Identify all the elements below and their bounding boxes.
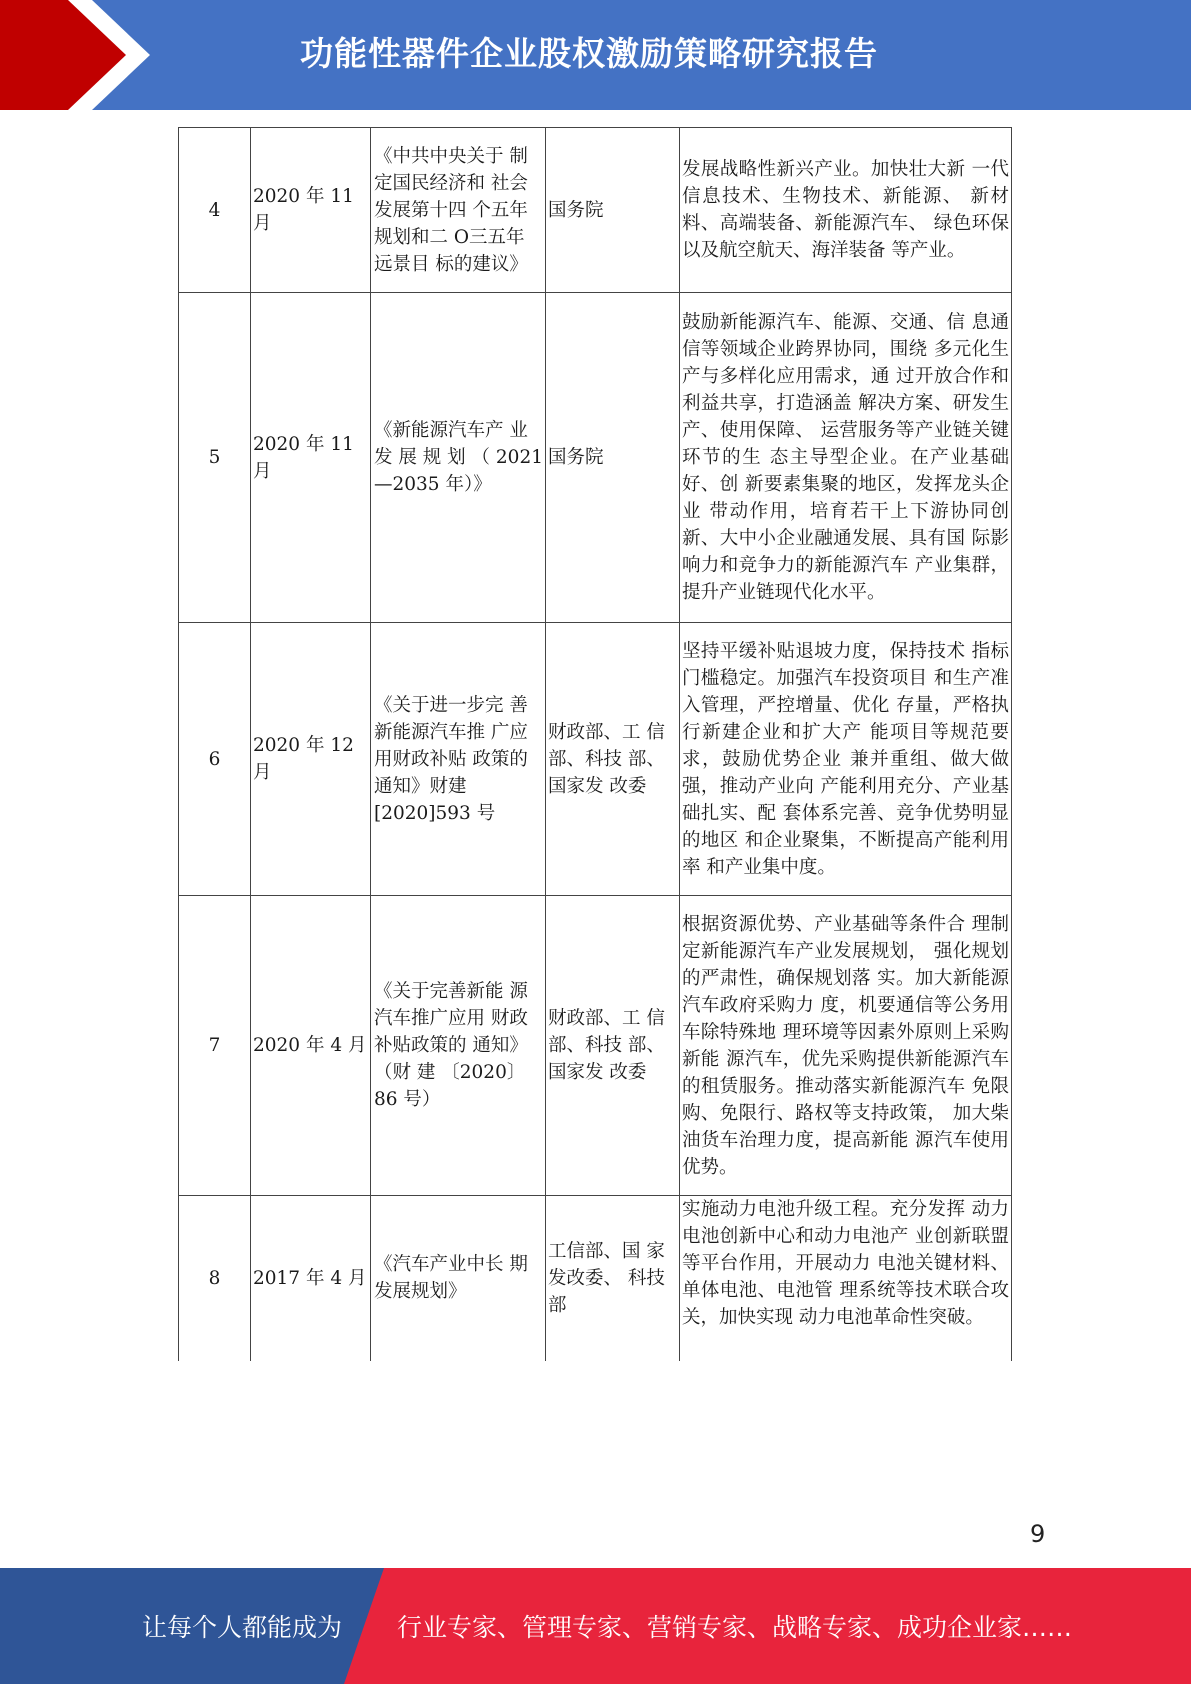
header-chevron-logo	[0, 0, 160, 110]
content-text: 实施动力电池升级工程。充分发挥 动力电池创新中心和动力电池产 业创新联盟等平台作用，开展动力 电池关键材料、单体电池、电池管 理系统等技术联合攻关，加快实现 动力电池革命性突破。	[682, 1199, 1009, 1328]
issuer-text: 财政部、工 信部、科技 部、国家发 改委	[548, 721, 665, 797]
footer-slogan-right: 行业专家、管理专家、营销专家、战略专家、成功企业家……	[397, 1613, 1073, 1642]
table-row	[179, 293, 1012, 623]
row-content	[680, 293, 1012, 623]
row-policy-title	[371, 1196, 546, 1361]
row-issuer	[546, 1196, 680, 1361]
date-text: 2020 年 4 月	[253, 1035, 367, 1056]
issuer-text: 国务院	[548, 447, 604, 468]
row-number: 7	[179, 896, 251, 1196]
page-header	[0, 0, 1191, 110]
row-issuer	[546, 128, 680, 293]
policy-title-text: 《关于完善新能 源汽车推广应用 财政补贴政策的 通知》（财 建 〔2020〕 86 号）	[374, 981, 528, 1110]
date-text: 2020 年 11 月	[253, 433, 354, 482]
row-policy-title	[371, 896, 546, 1196]
policy-title-text: 《关于进一步完 善新能源汽车推 广应用财政补贴 政策的通知》财建[2020]593 号	[374, 694, 528, 824]
policy-title-text: 《新能源汽车产 业发 展 规 划 （ 2021—2035 年）》	[374, 420, 543, 495]
date-text: 2020 年 11 月	[253, 186, 354, 234]
row-content	[680, 896, 1012, 1196]
table-row	[179, 128, 1012, 293]
row-number: 5	[179, 293, 251, 623]
row-date	[251, 293, 371, 623]
content-text: 鼓励新能源汽车、能源、交通、信 息通信等领域企业跨界协同，围绕 多元化生产与多样化应用需求，通 过开放合作和利益共享，打造涵盖 解决方案、研发生产、使用保障、 运营服务等产业链关键环节的生 态主导型企业。在产业基础好、创 新要素集聚的地区，发挥龙头企业 带动作用，培育若干上下游协同创 新、大中小企业融通发展、具有国 际影响力和竞争力的新能源汽车 产业集群，提升产业链现代化水平。	[682, 312, 1009, 603]
row-policy-title	[371, 623, 546, 896]
footer-slogan-left: 让每个人都能成为	[142, 1613, 343, 1642]
row-issuer	[546, 896, 680, 1196]
issuer-text: 财政部、工 信部、科技 部、国家发 改委	[548, 1008, 665, 1083]
issuer-text: 国务院	[548, 199, 604, 221]
page-footer	[0, 1568, 1191, 1684]
policy-title-text: 《中共中央关于 制定国民经济和 社会发展第十四 个五年规划和二 O三五年远景目 标的建议》	[374, 145, 528, 275]
row-number: 8	[179, 1196, 251, 1361]
row-date	[251, 1196, 371, 1361]
content-text: 坚持平缓补贴退坡力度，保持技术 指标门槛稳定。加强汽车投资项目 和生产准入管理，严控增量、优化 存量，严格执行新建企业和扩大产 能项目等规范要求，鼓励优势企业 兼并重组、做大做强，推动产业向 产能利用充分、产业基础扎实、配 套体系完善、竞争优势明显的地区 和企业聚集，不断提高产能利用率 和产业集中度。	[682, 640, 1009, 878]
policy-table	[178, 127, 1012, 1361]
row-content	[680, 1196, 1012, 1361]
content-text: 发展战略性新兴产业。加快壮大新 一代信息技术、生物技术、新能源、 新材料、高端装备、新能源汽车、 绿色环保以及航空航天、海洋装备 等产业。	[682, 159, 1009, 261]
row-date	[251, 128, 371, 293]
date-text: 2020 年 12 月	[253, 735, 354, 783]
issuer-text: 工信部、国 家发改委、 科技部	[548, 1240, 665, 1316]
row-content	[680, 623, 1012, 896]
row-issuer	[546, 293, 680, 623]
row-date	[251, 623, 371, 896]
table-row	[179, 623, 1012, 896]
table-row	[179, 896, 1012, 1196]
page-number: 9	[1030, 1520, 1046, 1548]
row-policy-title	[371, 293, 546, 623]
row-issuer	[546, 623, 680, 896]
table-row	[179, 1196, 1012, 1361]
content-text: 根据资源优势、产业基础等条件合 理制定新能源汽车产业发展规划， 强化规划的严肃性，确保规划落 实。加大新能源汽车政府采购力 度，机要通信等公务用车除特殊地 理环境等因素外原则上采购新能 源汽车，优先采购提供新能源汽车 的租赁服务。推动落实新能源汽车 免限购、免限行、路权等支持政策， 加大柴油货车治理力度，提高新能 源汽车使用优势。	[682, 913, 1009, 1178]
row-policy-title	[371, 128, 546, 293]
policy-title-text: 《汽车产业中长 期发展规划》	[374, 1254, 528, 1303]
row-content	[680, 128, 1012, 293]
date-text: 2017 年 4 月	[253, 1267, 367, 1289]
row-number: 4	[179, 128, 251, 293]
row-date	[251, 896, 371, 1196]
row-number: 6	[179, 623, 251, 896]
header-title: 功能性器件企业股权激励策略研究报告	[300, 34, 878, 73]
